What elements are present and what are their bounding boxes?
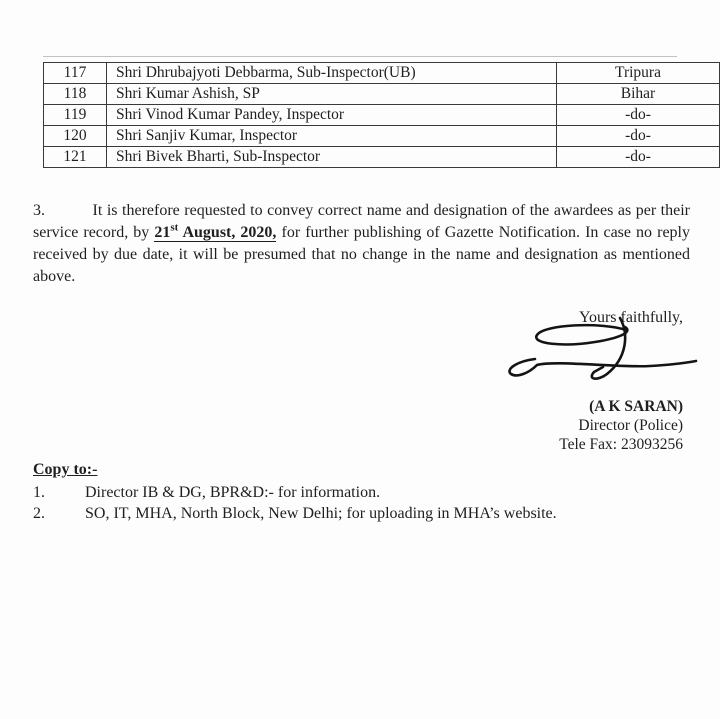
awardee-name-cell: Shri Sanjiv Kumar, Inspector <box>107 126 557 147</box>
copy-to-heading: Copy to:- <box>33 461 98 478</box>
table-row <box>44 147 720 168</box>
state-cell: Bihar <box>557 84 720 105</box>
state-cell: Tripura <box>557 63 720 84</box>
paragraph-number: 3. <box>33 202 45 219</box>
cropped-table-edge <box>43 56 677 57</box>
due-date-day: 21 <box>154 224 171 241</box>
copy-to-item <box>33 482 693 503</box>
serial-number-cell: 119 <box>44 105 107 126</box>
copy-item-text: Director IB & DG, BPR&D:- for information. <box>85 484 381 501</box>
awardee-name-cell: Shri Bivek Bharti, Sub-Inspector <box>107 147 557 168</box>
table-row <box>44 126 720 147</box>
state-cell: -do- <box>557 105 720 126</box>
awardee-name-cell: Shri Dhrubajyoti Debbarma, Sub-Inspector(UB) <box>107 63 557 84</box>
copy-item-number: 2. <box>33 505 45 522</box>
table-row <box>44 105 720 126</box>
awardee-name-cell: Shri Vinod Kumar Pandey, Inspector <box>107 105 557 126</box>
awardee-table <box>43 62 720 168</box>
valediction: Yours faithfully, <box>578 309 683 326</box>
due-date-ordinal: st <box>170 221 179 234</box>
due-date <box>154 221 277 242</box>
due-date-rest: August, 2020, <box>178 224 277 241</box>
awardee-name-cell: Shri Kumar Ashish, SP <box>107 84 557 105</box>
state-cell: -do- <box>557 147 720 168</box>
signatory-name: (A K SARAN) <box>589 398 683 415</box>
serial-number-cell: 117 <box>44 63 107 84</box>
signatory-block <box>559 397 683 454</box>
signatory-title: Director (Police) <box>578 417 683 434</box>
serial-number-cell: 118 <box>44 84 107 105</box>
table-row <box>44 63 720 84</box>
copy-to-section <box>33 459 693 524</box>
paragraph-text-after: for further publishing of Gazette Notification. In case no reply received by due date, it will be presumed that no change in the name and designation as mentioned above. <box>33 224 690 285</box>
serial-number-cell: 121 <box>44 147 107 168</box>
copy-item-text: SO, IT, MHA, North Block, New Delhi; for uploading in MHA’s website. <box>85 505 557 522</box>
copy-item-number: 1. <box>33 484 45 501</box>
telefax-line: Tele Fax: 23093256 <box>559 436 683 453</box>
table-row <box>44 84 720 105</box>
signature-scribble <box>498 316 710 398</box>
state-cell: -do- <box>557 126 720 147</box>
serial-number-cell: 120 <box>44 126 107 147</box>
paragraph-text-before: It is therefore requested to convey correct name and designation of the awardees as per their service record, by <box>33 202 690 241</box>
copy-to-item <box>33 503 693 524</box>
paragraph-3 <box>33 200 690 288</box>
